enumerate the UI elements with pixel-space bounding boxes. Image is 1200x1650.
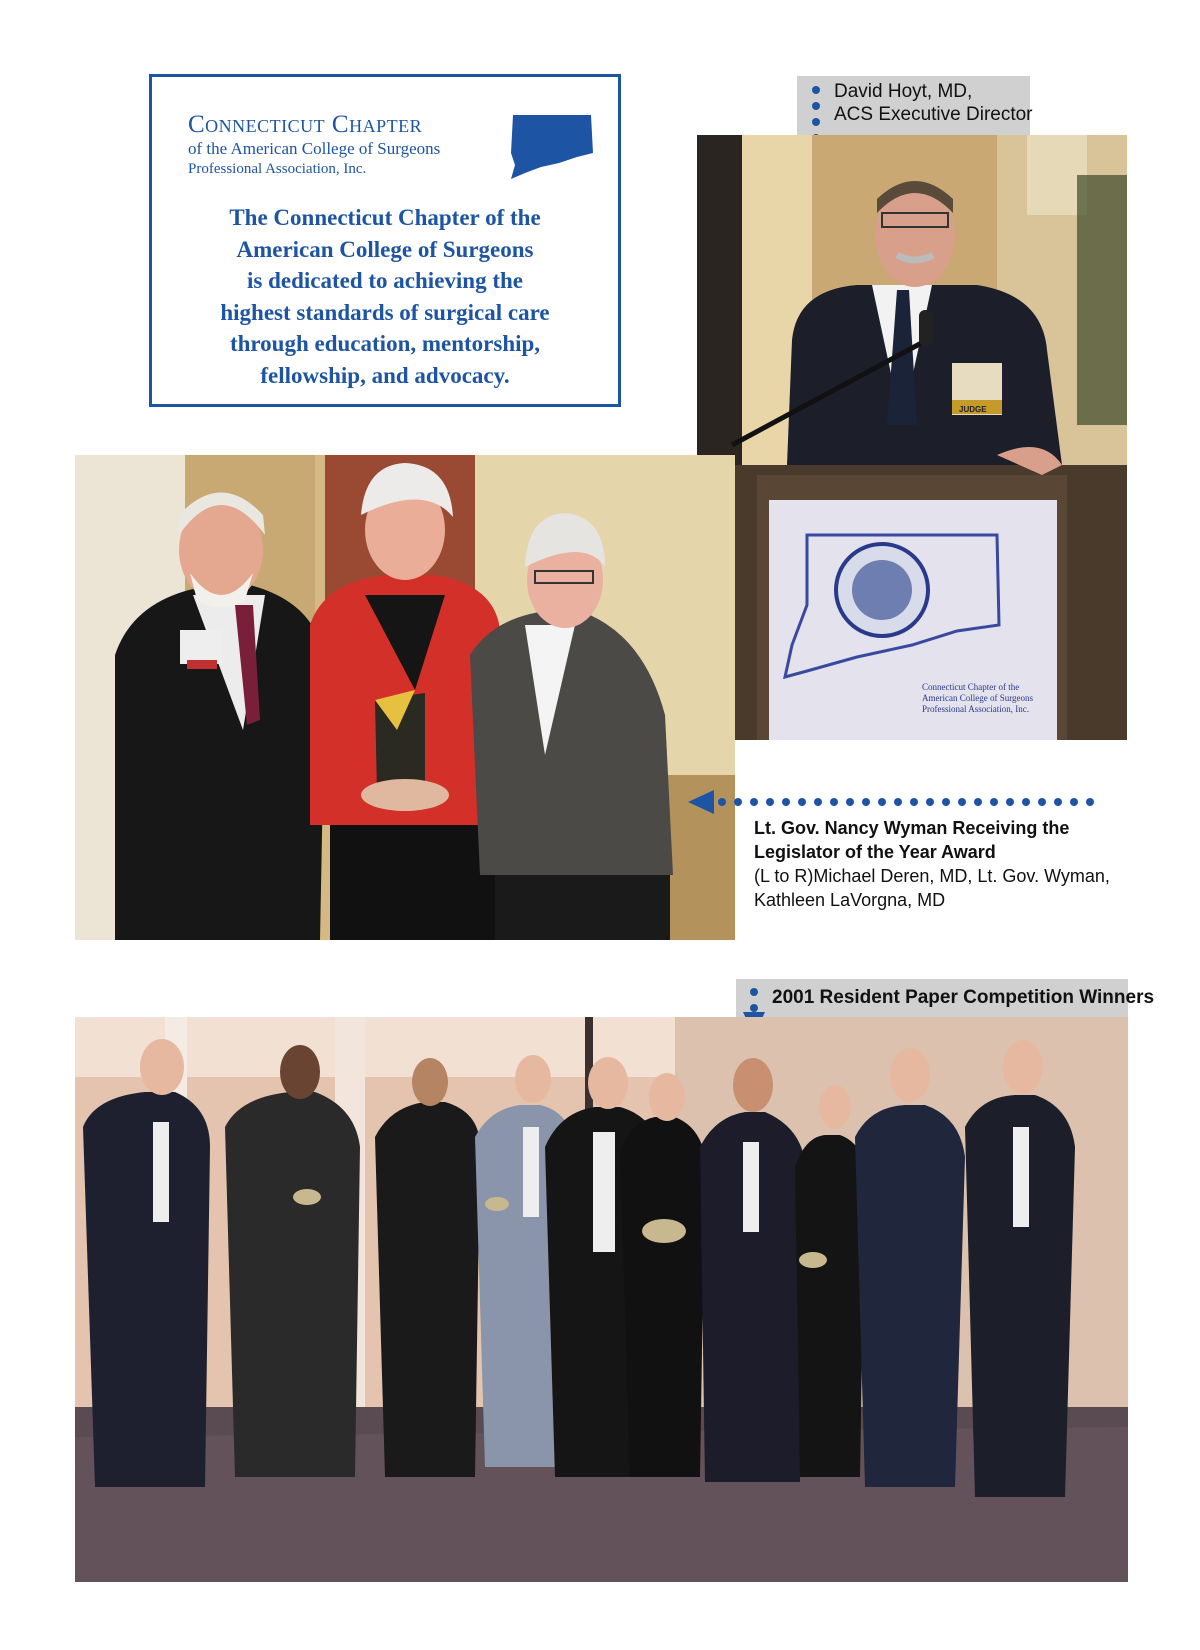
- pointer-dot: [798, 798, 806, 806]
- logo-subtitle: of the American College of Surgeons: [188, 139, 441, 158]
- hoyt-caption: [797, 76, 1033, 135]
- pointer-dot: [894, 798, 902, 806]
- pointer-dot: [942, 798, 950, 806]
- pointer-dot: [974, 798, 982, 806]
- pointer-dot: [878, 798, 886, 806]
- photo-legislator-award: [75, 455, 735, 940]
- podium-sign-line: American College of Surgeons: [922, 693, 1034, 703]
- pointer-dot: [718, 798, 726, 806]
- pointer-dot: [812, 118, 820, 126]
- award-caption-title: Lt. Gov. Nancy Wyman Receiving the: [754, 818, 1070, 838]
- pointer-dot: [1022, 798, 1030, 806]
- award-caption: [754, 816, 1154, 912]
- podium-sign-line: Professional Association, Inc.: [922, 704, 1029, 714]
- pointer-dot: [750, 798, 758, 806]
- pointer-dot: [910, 798, 918, 806]
- mission-line: is dedicated to achieving the: [247, 268, 523, 293]
- arrow-left-icon: [688, 790, 714, 814]
- mission-line: highest standards of surgical care: [220, 299, 550, 325]
- pointer-dot: [846, 798, 854, 806]
- award-caption-names-2: Kathleen LaVorgna, MD: [754, 890, 946, 910]
- pointer-dot: [1070, 798, 1078, 806]
- pointer-dot: [990, 798, 998, 806]
- pointer-dot: [766, 798, 774, 806]
- judge-badge: JUDGE: [959, 405, 987, 414]
- connecticut-state-map-icon: [507, 113, 595, 179]
- pointer-dot: [830, 798, 838, 806]
- pointer-dot: [782, 798, 790, 806]
- mission-line: The Connecticut Chapter of the: [229, 205, 541, 230]
- pointer-dot: [1006, 798, 1014, 806]
- hoyt-caption-name: David Hoyt, MD,: [834, 81, 973, 102]
- mission-line: fellowship, and advocacy.: [260, 362, 510, 388]
- award-caption-names: (L to R)Michael Deren, MD, Lt. Gov. Wyman,: [754, 866, 1110, 886]
- pointer-dot: [862, 798, 870, 806]
- logo-subtitle-2: Professional Association, Inc.: [188, 161, 367, 177]
- pointer-dot: [926, 798, 934, 806]
- mission-box: [149, 74, 621, 407]
- mission-statement: [172, 202, 598, 391]
- pointer-dot: [814, 798, 822, 806]
- mission-line: through education, mentorship,: [229, 331, 541, 356]
- pointer-dot: [734, 798, 742, 806]
- pointer-dot: [1038, 798, 1046, 806]
- pointer-dot: [750, 988, 758, 996]
- podium-sign-line: Connecticut Chapter of the: [922, 682, 1020, 692]
- pointer-dot: [1054, 798, 1062, 806]
- hoyt-caption-title: ACS Executive Director: [834, 104, 1033, 125]
- pointer-dot: [958, 798, 966, 806]
- pointer-dot: [1086, 798, 1094, 806]
- mission-line: American College of Surgeons: [236, 236, 534, 262]
- pointer-dot: [812, 102, 820, 110]
- logo-title: Connecticut Chapter: [188, 111, 423, 138]
- award-caption-title-2: Legislator of the Year Award: [754, 842, 996, 862]
- pointer-dot: [750, 1004, 758, 1012]
- pointer-dot: [812, 86, 820, 94]
- photo-david-hoyt: [697, 135, 1127, 740]
- photo-resident-paper-winners: [75, 1017, 1128, 1582]
- group-caption-text: 2001 Resident Paper Competition Winners: [772, 987, 1155, 1008]
- group-caption: [736, 979, 1155, 1017]
